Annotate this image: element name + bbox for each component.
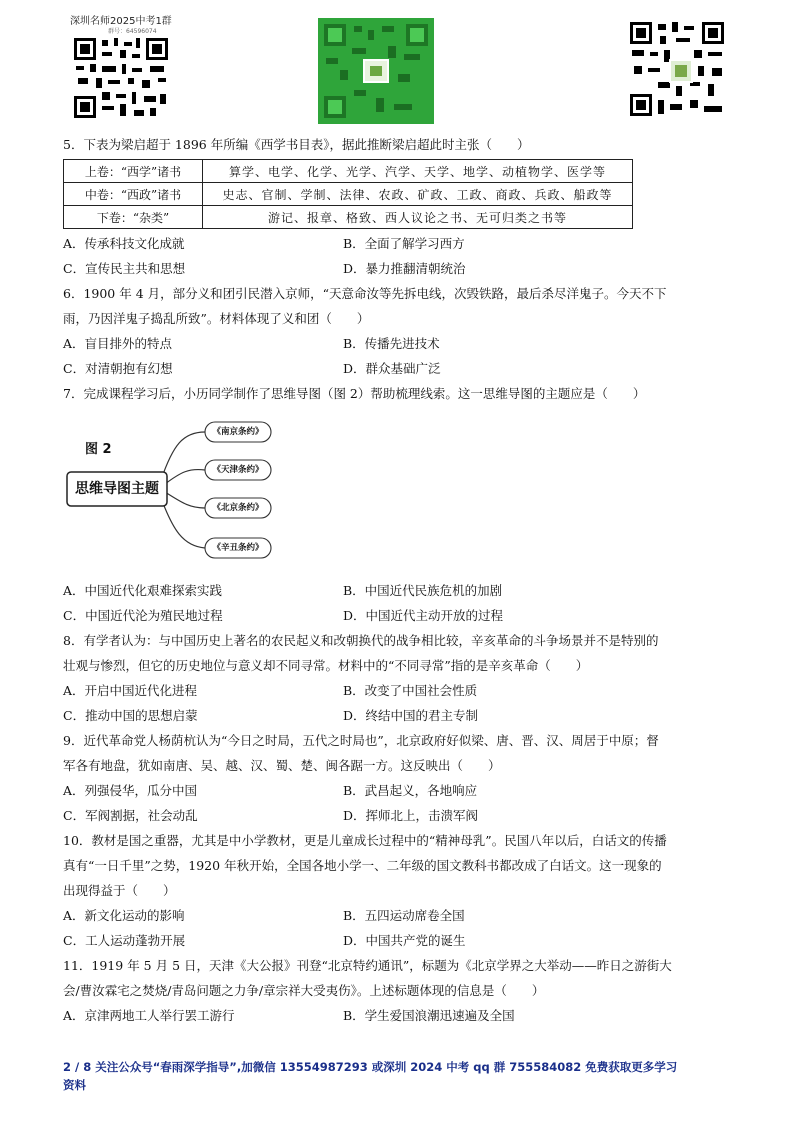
option-c[interactable]: C．军阀割据，社会动乱 — [63, 808, 198, 823]
options-row — [63, 231, 735, 256]
options-row — [63, 1003, 735, 1028]
option-a[interactable]: A．新文化运动的影响 — [63, 908, 185, 923]
option-a[interactable]: A．京津两地工人举行罢工游行 — [63, 1008, 235, 1023]
mind-map-figure — [63, 410, 303, 570]
table-cell-content: 史志、官制、学制、法律、农政、矿政、工政、商政、兵政、船政等 — [203, 183, 633, 206]
options-row — [63, 331, 735, 356]
options-row — [63, 256, 735, 281]
option-c[interactable]: C．对清朝抱有幻想 — [63, 361, 173, 376]
option-b[interactable]: B．传播先进技术 — [343, 336, 440, 351]
option-d[interactable]: D．群众基础广泛 — [343, 361, 441, 376]
table-row — [64, 206, 633, 229]
options-row — [63, 603, 735, 628]
mind-map-branch-node: 《北京条约》 — [212, 503, 264, 513]
options-row — [63, 803, 735, 828]
question-8-stem-line1: 8．有学者认为：与中国历史上著名的农民起义和改朝换代的战争相比较，辛亥革命的斗争场景并不是特别的 — [63, 633, 659, 648]
question-10-stem-line2: 真有“一日千里”之势，1920 年秋开始，全国各地小学一、二年级的国文教科书都改成了白话文。这一现象的 — [63, 858, 662, 873]
question-9-stem-line1: 9．近代革命党人杨荫杭认为“今日之时局，五代之时局也”，北京政府好似梁、唐、晋、汉、周居于中原；督 — [63, 733, 659, 748]
question-5-table — [63, 159, 633, 229]
option-a[interactable]: A．传承科技文化成就 — [63, 236, 185, 251]
table-row — [64, 160, 633, 183]
question-6-stem-line1: 6．1900 年 4 月，部分义和团引民潜入京师，“天意命汝等先拆电线，次毁铁路，最后杀尽洋鬼子。今天不下 — [63, 286, 667, 301]
option-b[interactable]: B．中国近代民族危机的加剧 — [343, 583, 503, 598]
option-a[interactable]: A．盲目排外的特点 — [63, 336, 173, 351]
mind-map-branch-node: 《天津条约》 — [212, 465, 264, 475]
option-d[interactable]: D．暴力推翻清朝统治 — [343, 261, 466, 276]
options-row — [63, 356, 735, 381]
footer-line2: 资料 — [63, 1078, 86, 1092]
question-7-stem: 7．完成课程学习后，小历同学制作了思维导图（图 2）帮助梳理线索。这一思维导图的主题应是（ ） — [63, 386, 646, 401]
page-footer — [63, 1058, 733, 1094]
option-b[interactable]: B．五四运动席卷全国 — [343, 908, 465, 923]
mind-map-branch-node: 《辛丑条约》 — [212, 543, 264, 553]
question-10-stem-line3: 出现得益于（ ） — [63, 883, 176, 898]
table-cell-content: 算学、电学、化学、光学、汽学、天学、地学、动植物学、医学等 — [203, 160, 633, 183]
options-row — [63, 903, 735, 928]
qr-code-icon — [628, 20, 726, 118]
option-d[interactable]: D．中国近代主动开放的过程 — [343, 608, 504, 623]
question-11-stem-line2: 会/曹汝霖宅之焚烧/青岛问题之力争/章宗祥大受夷伤》。上述标题体现的信息是（ ） — [63, 983, 545, 998]
option-d[interactable]: D．终结中国的君主专制 — [343, 708, 479, 723]
options-row — [63, 928, 735, 953]
table-cell-head: 中卷：“西政”诸书 — [64, 183, 203, 206]
option-b[interactable]: B．武昌起义，各地响应 — [343, 783, 478, 798]
option-b[interactable]: B．改变了中国社会性质 — [343, 683, 478, 698]
table-row — [64, 183, 633, 206]
question-9-stem-line2: 军各有地盘，犹如南唐、吴、越、汉、蜀、楚、闽各踞一方。这反映出（ ） — [63, 758, 501, 773]
figure-label: 图 2 — [85, 442, 112, 457]
question-10-stem-line1: 10．教材是国之重器，尤其是中小学教材，更是儿童成长过程中的“精神母乳”。民国八年以后，白话文的传播 — [63, 833, 667, 848]
options-row — [63, 778, 735, 803]
table-cell-content: 游记、报章、格致、西人议论之书、无可归类之书等 — [203, 206, 633, 229]
question-5-stem: 5．下表为梁启超于 1896 年所编《西学书目表》，据此推断梁启超此时主张（ ） — [63, 137, 530, 152]
option-b[interactable]: B．全面了解学习西方 — [343, 236, 465, 251]
option-a[interactable]: A．中国近代化艰难探索实践 — [63, 583, 223, 598]
options-row — [63, 578, 735, 603]
table-cell-head: 上卷：“西学”诸书 — [64, 160, 203, 183]
question-11-stem-line1: 11．1919 年 5 月 5 日，天津《大公报》刊登“北京特约通讯”，标题为《北京学界之大举动——昨日之游街大 — [63, 958, 672, 973]
exam-content — [63, 132, 735, 1028]
option-c[interactable]: C．中国近代沦为殖民地过程 — [63, 608, 223, 623]
option-c[interactable]: C．宣传民主共和思想 — [63, 261, 186, 276]
green-qr-code-icon — [318, 18, 434, 124]
options-row — [63, 703, 735, 728]
qr-title: 深圳名师2025中考1群 — [70, 16, 172, 27]
qr-subtitle: 群号：64596074 — [108, 28, 157, 35]
option-d[interactable]: D．挥师北上，击溃军阀 — [343, 808, 479, 823]
mind-map-branch-node: 《南京条约》 — [212, 427, 264, 437]
option-c[interactable]: C．推动中国的思想启蒙 — [63, 708, 198, 723]
question-6-stem-line2: 雨，乃因洋鬼子捣乱所致”。材料体现了义和团（ ） — [63, 311, 370, 326]
mind-map-center-node: 思维导图主题 — [75, 481, 159, 497]
option-b[interactable]: B．学生爱国浪潮迅速遍及全国 — [343, 1008, 515, 1023]
option-a[interactable]: A．开启中国近代化进程 — [63, 683, 198, 698]
option-c[interactable]: C．工人运动蓬勃开展 — [63, 933, 186, 948]
footer-line1: 2 / 8 关注公众号“春雨深学指导”,加微信 13554987293 或深圳 2024 中考 qq 群 755584082 免费获取更多学习 — [63, 1060, 678, 1074]
qr-code-icon — [72, 36, 170, 120]
option-a[interactable]: A．列强侵华，瓜分中国 — [63, 783, 198, 798]
table-cell-head: 下卷：“杂类” — [64, 206, 203, 229]
option-d[interactable]: D．中国共产党的诞生 — [343, 933, 466, 948]
question-8-stem-line2: 壮观与惨烈，但它的历史地位与意义却不同寻常。材料中的“不同寻常”指的是辛亥革命（ ） — [63, 658, 589, 673]
options-row — [63, 678, 735, 703]
